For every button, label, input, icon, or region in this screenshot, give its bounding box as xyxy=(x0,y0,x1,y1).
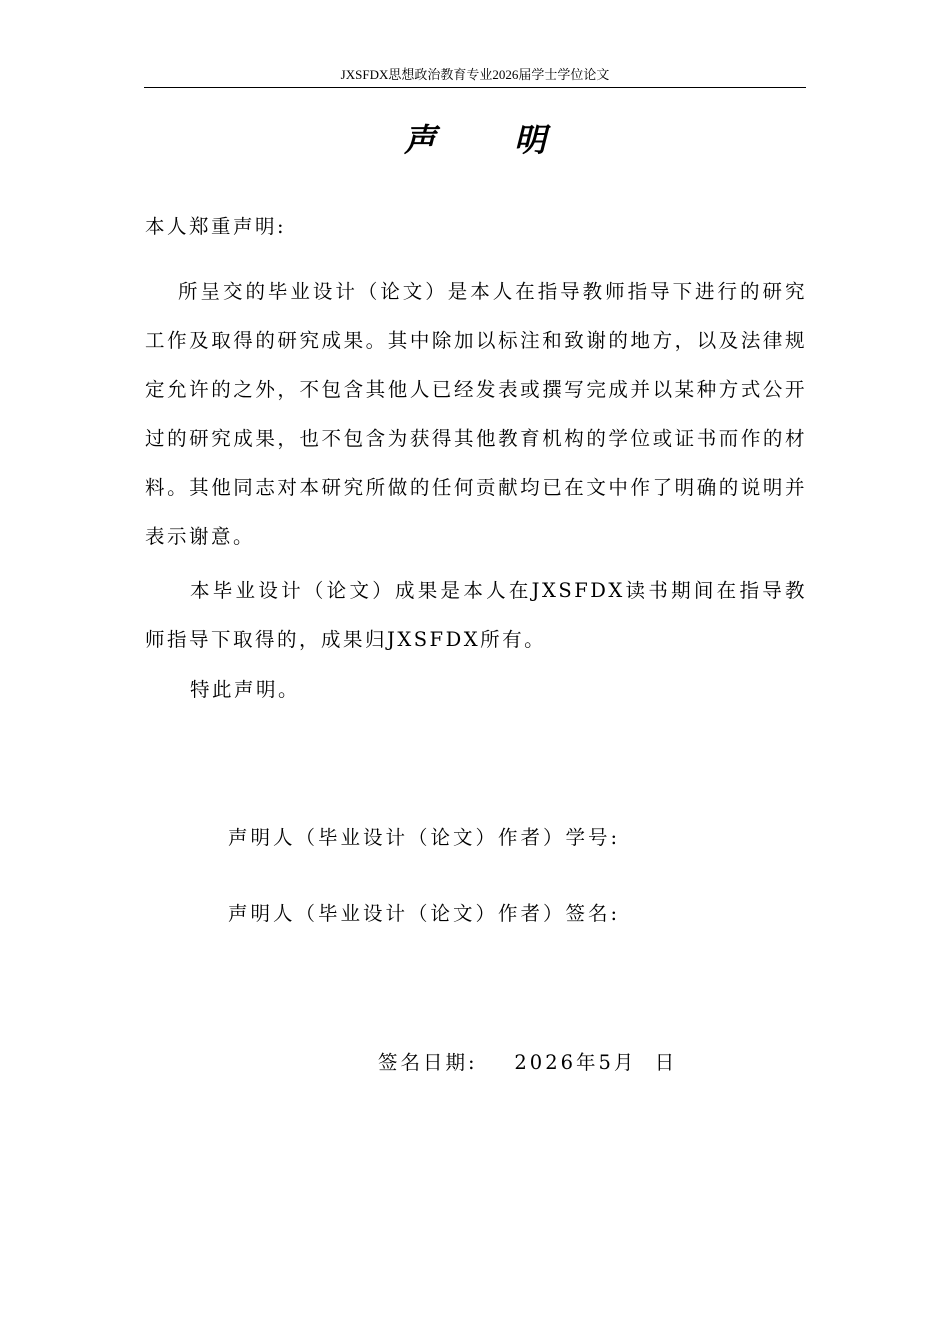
page-title: 声明 xyxy=(403,121,624,159)
date-value: 2026年5月 日 xyxy=(514,1051,678,1074)
declaration-paragraph-1: 所呈交的毕业设计（论文）是本人在指导教师指导下进行的研究工作及取得的研究成果。其中除加以标注和致谢的地方，以及法律规定允许的之外，不包含其他人已经发表或撰写完成并以某种方式公开过的研究成果，也不包含为获得其他教育机构的学位或证书而作的材料。其他同志对本研究所做的任何贡献均已在文中作了明确的说明并表示谢意。 xyxy=(145,280,807,548)
declaration-closing: 特此声明。 xyxy=(190,678,301,701)
declaration-intro: 本人郑重声明: xyxy=(145,215,287,238)
declaration-paragraph-2: 本毕业设计（论文）成果是本人在JXSFDX读书期间在指导教师指导下取得的，成果归JXSFDX所有。 xyxy=(145,579,807,651)
signature-date-line xyxy=(378,1048,677,1078)
running-header: JXSFDX思想政治教育专业2026届学士学位论文 xyxy=(340,67,610,82)
signature-label: 声明人（毕业设计（论文）作者）签名: xyxy=(228,902,621,925)
student-id-label: 声明人（毕业设计（论文）作者）学号: xyxy=(228,826,621,849)
date-label: 签名日期: xyxy=(378,1051,478,1074)
header-divider xyxy=(144,87,806,88)
